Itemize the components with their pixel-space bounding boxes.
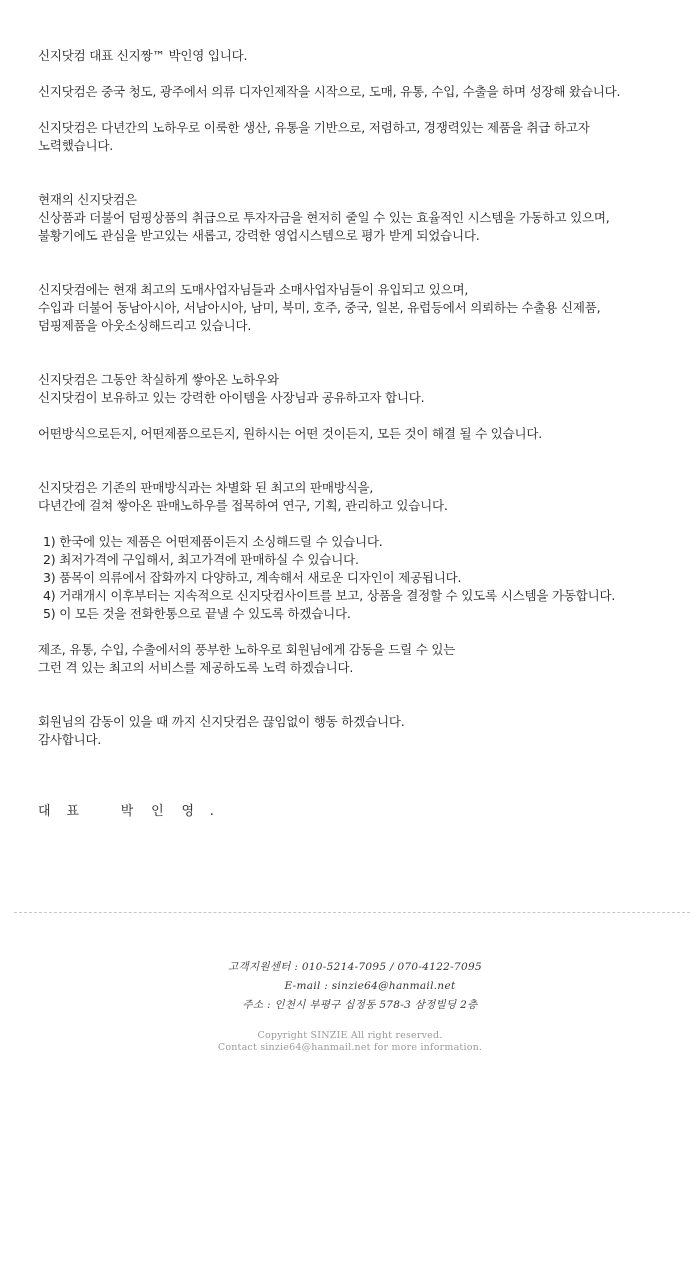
list-item: 1) 한국에 있는 제품은 어떤제품이든지 소싱해드릴 수 있습니다. [43, 534, 383, 549]
ceo-letter [38, 47, 678, 821]
signature-char: 표 [66, 804, 79, 819]
promise-list [38, 533, 678, 623]
signature-char: 대 [38, 804, 51, 819]
letter-paragraph-current-2: 신상품과 더불어 덤핑상품의 취급으로 투자자금을 현저히 줄일 수 있는 효율적인 시스템을 가동하고 있으며, [38, 210, 610, 225]
letter-paragraph-history: 신지닷컴은 중국 청도, 광주에서 의류 디자인제작을 시작으로, 도매, 유통, 수입, 수출을 하며 성장해 왔습니다. [38, 84, 621, 99]
contact-address: 주소 : 인천시 부평구 십정동 578-3 삼정빌딩 2층 [242, 999, 478, 1011]
footer-divider [14, 912, 690, 913]
letter-greeting: 신지닷컴 대표 신지짱™ 박인영 입니다. [38, 48, 248, 63]
letter-paragraph-method-1: 신지닷컴은 기존의 판매방식과는 차별화 된 최고의 판매방식을, [38, 480, 374, 495]
list-item: 5) 이 모든 것을 전화한통으로 끝낼 수 있도록 하겠습니다. [43, 606, 351, 621]
letter-paragraph-current-1: 현재의 신지닷컴은 [38, 192, 137, 207]
list-item: 3) 품목이 의류에서 잡화까지 다양하고, 계속해서 새로운 디자인이 제공됩니다. [43, 570, 462, 585]
signature-char: 박 [120, 804, 134, 819]
contact-note: Contact sinzie64@hanmail.net for more information. [217, 1042, 483, 1053]
letter-paragraph-current-3: 불황기에도 관심을 받고있는 새롭고, 강력한 영업시스템으로 평가 받게 되었습니다. [38, 228, 480, 243]
letter-thanks: 감사합니다. [38, 732, 102, 747]
letter-paragraph-clients-3: 덤핑제품을 아웃소싱해드리고 있습니다. [38, 318, 252, 333]
letter-paragraph-solution: 어떤방식으로든지, 어떤제품으로든지, 원하시는 어떤 것이든지, 모든 것이 해결 될 수 있습니다. [38, 426, 543, 441]
list-item: 4) 거래개시 이후부터는 지속적으로 신지닷컴사이트를 보고, 상품을 결정할 수 있도록 시스템을 가동합니다. [43, 588, 616, 603]
letter-paragraph-closing: 회원님의 감동이 있을 때 까지 신지닷컴은 끊임없이 행동 하겠습니다. [38, 714, 405, 729]
contact-info [0, 958, 700, 1015]
letter-paragraph-knowhow-1: 신지닷컴은 다년간의 노하우로 이룩한 생산, 유통을 기반으로, 저렴하고, 경쟁력있는 제품을 취급 하고자 [38, 120, 590, 135]
contact-email: E-mail : sinzie64@hanmail.net [284, 980, 456, 992]
signature [38, 803, 678, 821]
signature-char: 영 [181, 804, 194, 819]
letter-paragraph-clients-2: 수입과 더불어 동남아시아, 서남아시아, 남미, 북미, 호주, 중국, 일본, 유럽등에서 의뢰하는 수출용 신제품, [38, 300, 601, 315]
letter-paragraph-knowhow-2: 노력했습니다. [38, 138, 114, 153]
letter-paragraph-method-2: 다년간에 걸쳐 쌓아온 판매노하우를 접목하여 연구, 기획, 관리하고 있습니다. [38, 498, 448, 513]
letter-paragraph-service-2: 그런 격 있는 최고의 서비스를 제공하도록 노력 하겠습니다. [38, 660, 354, 675]
contact-phone: 고객지원센터 : 010-5214-7095 / 070-4122-7095 [228, 961, 482, 973]
letter-paragraph-service-1: 제조, 유통, 수입, 수출에서의 풍부한 노하우로 회원님에게 감동을 드릴 수 있는 [38, 642, 456, 657]
list-item: 2) 최저가격에 구입해서, 최고가격에 판매하실 수 있습니다. [43, 552, 359, 567]
signature-char: . [209, 804, 214, 819]
letter-paragraph-share-2: 신지닷컴이 보유하고 있는 강력한 아이템을 사장님과 공유하고자 합니다. [38, 390, 425, 405]
copyright-text: Copyright SINZIE All right reserved. [257, 1030, 443, 1041]
signature-char: 인 [151, 804, 164, 819]
copyright-block [0, 1030, 700, 1054]
letter-paragraph-share-1: 신지닷컴은 그동안 착실하게 쌓아온 노하우와 [38, 372, 279, 387]
letter-paragraph-clients-1: 신지닷컴에는 현재 최고의 도매사업자님들과 소매사업자님들이 유입되고 있으며, [38, 282, 469, 297]
